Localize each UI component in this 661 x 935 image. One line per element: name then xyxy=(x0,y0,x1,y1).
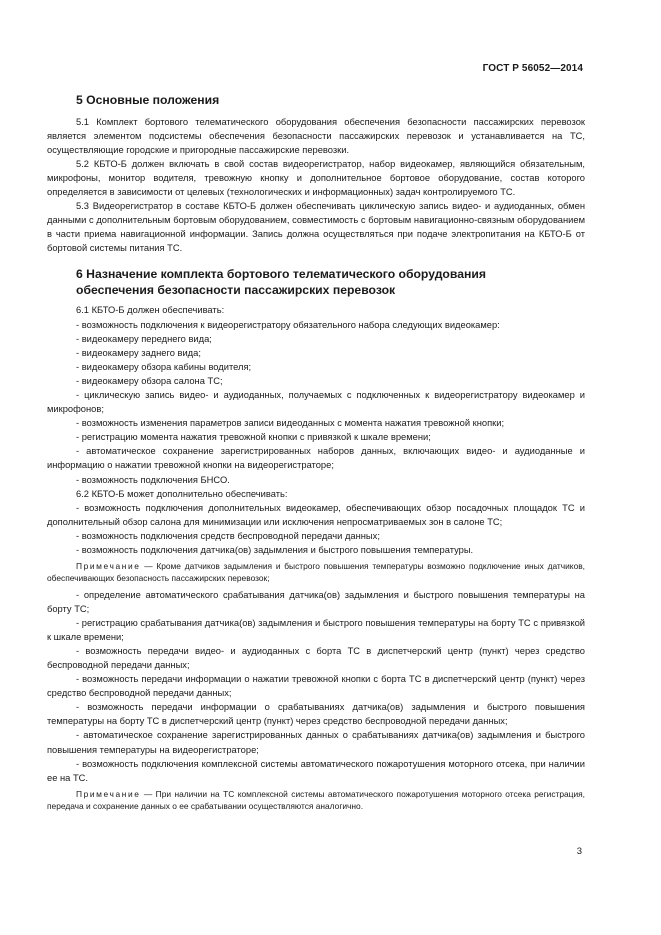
list-item: - регистрацию срабатывания датчика(ов) задымления и быстрого повышения температуры на борту ТС с привязкой к шкале времени; xyxy=(47,617,585,642)
list-item: - видеокамеру заднего вида; xyxy=(76,347,201,358)
paragraph-5-2: 5.2 КБТО-Б должен включать в свой состав видеорегистратор, набор видеокамер, являющийся обязательным, микрофоны, монитор водителя, тревожную кнопку и дополнительное бортовое оборудование, состав которого определяется в зависимости от целевых (технологических и информационных) задач контролируемого ТС. xyxy=(47,158,585,197)
note-1-text: — Кроме датчиков задымления и быстрого повышения температуры возможно подключение иных датчиков, обеспечивающих безопасность пассажирских перевозок; xyxy=(47,561,585,584)
list-item: - возможность подключения датчика(ов) задымления и быстрого повышения температуры. xyxy=(76,545,474,556)
note-2-label: Примечание xyxy=(76,788,141,799)
note-2 xyxy=(47,788,585,812)
list-item: - возможность подключения к видеорегистратору обязательного набора следующих видеокамер: xyxy=(76,319,500,330)
page-number: 3 xyxy=(576,846,582,857)
note-2-text: — При наличии на ТС комплексной системы автоматического пожаротушения моторного отсека регистрация, передача и сохранение данных о ее срабатывании осуществляются аналогично. xyxy=(47,788,585,812)
list-item: - возможность передачи информации о нажатии тревожной кнопки с борта ТС в диспетчерский центр (пункт) через средство беспроводной передачи данных; xyxy=(47,674,585,699)
list-item: - автоматическое сохранение зарегистрированных наборов данных, включающих видео- и аудиоданные и информацию о нажатии тревожной кнопки на видеорегистраторе; xyxy=(47,446,585,471)
paragraph-5-3: 5.3 Видеорегистратор в составе КБТО-Б должен обеспечивать циклическую запись видео- и аудиоданных, обмен данными с дополнительным бортовым оборудованием, совместимость с бортовым навигационно-связным оборудованием в части приема навигационной информации. Запись должна осуществляться при подаче электропитания на КБТО-Б от бортовой системы питания ТС. xyxy=(47,201,585,254)
section-6-heading-line1: 6 Назначение комплекта бортового телематического оборудования xyxy=(76,267,486,282)
list-item: - возможность подключения комплексной системы автоматического пожаротушения моторного отсека, при наличии ее на ТС. xyxy=(47,758,585,783)
list-item: - возможность изменения параметров записи видеоданных с момента нажатия тревожной кнопки; xyxy=(76,418,505,429)
document-standard-number: ГОСТ Р 56052—2014 xyxy=(482,63,583,74)
list-item: - регистрацию момента нажатия тревожной кнопки с привязкой к шкале времени; xyxy=(76,432,431,443)
paragraph-6-1: 6.1 КБТО-Б должен обеспечивать: xyxy=(76,305,225,316)
list-item: - автоматическое сохранение зарегистрированных данных о срабатываниях датчика(ов) задымления и быстрого повышения температуры на видеорегистраторе; xyxy=(47,730,585,755)
note-1-label: Примечание xyxy=(76,561,141,572)
list-item: - видеокамеру обзора салона ТС; xyxy=(76,375,223,386)
document-body xyxy=(47,93,585,815)
list-item: - возможность передачи информации о срабатываниях датчика(ов) задымления и быстрого повышения температуры на борту ТС в диспетчерский центр (пункт) через средство беспроводной передачи данных; xyxy=(47,702,585,727)
list-item: - определение автоматического срабатывания датчика(ов) задымления и быстрого повышения температуры на борту ТС; xyxy=(47,589,585,614)
section-5-heading: 5 Основные положения xyxy=(76,93,220,107)
list-item: - видеокамеру переднего вида; xyxy=(76,333,212,344)
list-item: - циклическую запись видео- и аудиоданных, получаемых с подключенных к видеорегистратору видеокамер и микрофонов; xyxy=(47,390,585,415)
paragraph-5-1: 5.1 Комплект бортового телематического оборудования обеспечения безопасности пассажирских перевозок является элементом подсистемы обеспечения безопасности пассажирских перевозок и устанавливается на ТС, осуществляющие городские и пригородные пассажирские перевозки. xyxy=(47,116,585,155)
list-item: - возможность подключения средств беспроводной передачи данных; xyxy=(76,530,380,541)
list-item: - возможность подключения дополнительных видеокамер, обеспечивающих обзор посадочных площадок ТС и дополнительный обзор салона для минимизации или исключения непросматриваемых зон в салоне ТС; xyxy=(47,502,585,527)
section-6-heading-line2: обеспечения безопасности пассажирских перевозок xyxy=(76,282,396,297)
section-6-heading xyxy=(47,267,585,298)
list-item: - видеокамеру обзора кабины водителя; xyxy=(76,361,252,372)
list-item: - возможность передачи видео- и аудиоданных с борта ТС в диспетчерский центр (пункт) через средство беспроводной передачи данных; xyxy=(47,645,585,670)
note-1 xyxy=(47,560,585,584)
paragraph-6-2: 6.2 КБТО-Б может дополнительно обеспечивать: xyxy=(76,488,288,499)
list-item: - возможность подключения БНСО. xyxy=(76,474,230,485)
